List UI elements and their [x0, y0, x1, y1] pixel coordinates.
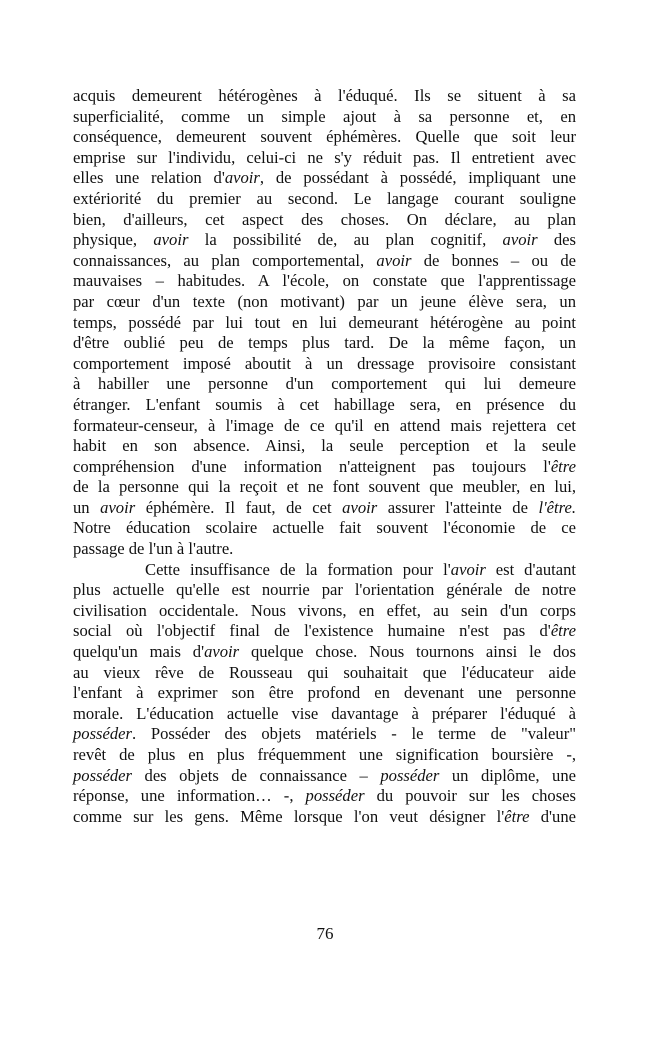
text-segment: morale. L'éducation actuelle vise davantage à préparer l'éduqué à — [73, 703, 576, 723]
text-line — [73, 704, 576, 725]
text-segment: quelqu'un mais d' — [73, 642, 205, 662]
text-line — [73, 724, 576, 745]
text-line — [73, 807, 576, 828]
italic-term: avoir — [376, 250, 412, 270]
text-segment: extériorité du premier au second. Le langage courant souligne — [73, 188, 576, 208]
text-line — [73, 374, 576, 395]
text-segment: Cette insuffisance de la formation pour l' — [145, 559, 451, 579]
text-segment: mauvaises – habitudes. A l'école, on constate que l'apprentissage — [73, 271, 576, 291]
text-segment: revêt de plus en plus fréquemment une signification boursière -, — [73, 745, 576, 764]
text-segment: l'enfant à exprimer son être profond en devenant une personne — [73, 683, 576, 703]
text-segment: connaissances, au plan comportemental, — [73, 250, 377, 270]
italic-term: posséder — [73, 724, 132, 744]
text-line — [73, 457, 576, 478]
italic-term: être — [550, 456, 576, 476]
text-segment: de bonnes – ou de — [411, 250, 577, 270]
text-line — [73, 292, 576, 313]
text-segment: Notre éducation scolaire actuelle fait souvent l'économie de ce — [73, 518, 576, 538]
text-line — [73, 271, 576, 292]
text-segment: passage de l'un à l'autre. — [73, 539, 234, 559]
text-segment: superficialité, comme un simple ajout à sa personne et, en — [73, 106, 576, 126]
text-line — [73, 354, 576, 375]
text-segment: elles une relation d' — [73, 168, 225, 188]
text-line — [73, 230, 576, 251]
text-line — [73, 189, 576, 210]
text-segment: comme sur les gens. Même lorsque l'on veut désigner l' — [73, 806, 505, 826]
text-segment: est d'autant — [485, 559, 577, 579]
text-line — [73, 766, 576, 787]
text-segment: civilisation occidentale. Nous vivons, en effet, au sein d'un corps — [73, 600, 576, 620]
text-line — [73, 333, 576, 354]
text-line — [73, 745, 576, 766]
text-segment: assurer l'atteinte de — [377, 497, 539, 517]
text-segment: plus actuelle qu'elle est nourrie par l'orientation générale de notre — [73, 580, 576, 600]
text-line — [73, 86, 576, 107]
text-segment: acquis demeurent hétérogènes à l'éduqué. Ils se situent à sa — [73, 86, 576, 105]
italic-term: avoir — [450, 559, 486, 579]
text-line — [73, 416, 576, 437]
text-line — [73, 518, 576, 539]
italic-term: être — [504, 806, 530, 826]
text-line — [73, 477, 576, 498]
text-segment: des — [537, 230, 576, 250]
text-line — [73, 683, 576, 704]
text-segment: comportement imposé aboutit à un dressage provisoire consistant — [73, 353, 576, 373]
text-line — [73, 107, 576, 128]
text-segment: étranger. L'enfant soumis à cet habillage sera, en présence du — [73, 394, 576, 414]
text-segment: de la personne qui la reçoit et ne font souvent que meubler, en lui, — [73, 477, 576, 497]
text-line — [73, 395, 576, 416]
body-text — [73, 86, 576, 827]
text-segment: . Posséder des objets matériels - le terme de "valeur" — [132, 724, 576, 744]
text-segment: compréhension d'une information n'atteignent pas toujours l' — [73, 456, 551, 476]
text-segment: la possibilité de, au plan cognitif, — [188, 230, 503, 250]
text-segment: d'une — [529, 806, 576, 826]
text-segment: des objets de connaissance – — [132, 765, 381, 785]
text-line — [73, 663, 576, 684]
text-segment: réponse, une information… -, — [73, 786, 306, 806]
text-line — [73, 539, 576, 560]
text-line — [73, 580, 576, 601]
text-segment: , de possédant à possédé, impliquant une — [259, 168, 576, 188]
text-segment: un diplôme, une — [439, 765, 576, 785]
text-line — [73, 642, 576, 663]
italic-term: avoir — [204, 642, 240, 662]
text-segment: formateur-censeur, à l'image de ce qu'il en attend mais rejettera cet — [73, 415, 576, 435]
text-line — [73, 436, 576, 457]
text-line — [73, 210, 576, 231]
italic-term: posséder — [305, 786, 365, 806]
text-segment: quelque chose. Nous tournons ainsi le dos — [239, 642, 576, 662]
text-line — [73, 127, 576, 148]
italic-term: posséder — [380, 765, 440, 785]
text-line — [73, 601, 576, 622]
italic-term: avoir — [224, 168, 260, 188]
text-segment: emprise sur l'individu, celui-ci ne s'y réduit pas. Il entretient avec — [73, 147, 576, 167]
text-segment: du pouvoir sur les choses — [364, 786, 576, 806]
text-line — [73, 148, 576, 169]
italic-term: être — [550, 621, 576, 641]
text-segment: bien, d'ailleurs, cet aspect des choses. On déclare, au plan — [73, 209, 576, 229]
italic-term: avoir — [342, 497, 378, 517]
text-segment: conséquence, demeurent souvent éphémères. Quelle que soit leur — [73, 127, 576, 147]
text-segment: physique, — [73, 230, 154, 250]
italic-term: avoir — [502, 230, 538, 250]
text-line — [73, 621, 576, 642]
text-line — [73, 251, 576, 272]
italic-term: avoir — [100, 497, 136, 517]
text-line — [73, 560, 576, 581]
text-segment: éphémère. Il faut, de cet — [135, 497, 343, 517]
text-segment: social où l'objectif final de l'existence humaine n'est pas d' — [73, 621, 551, 641]
text-segment: par cœur d'un texte (non motivant) par un jeune élève sera, un — [73, 291, 576, 311]
text-line — [73, 313, 576, 334]
text-segment: habit en son absence. Ainsi, la seule perception et la seule — [73, 436, 576, 456]
page-number: 76 — [316, 924, 334, 943]
italic-term: posséder — [73, 765, 132, 785]
italic-term: avoir — [153, 230, 189, 250]
text-line — [73, 786, 576, 807]
text-segment: d'être oublié peu de temps plus tard. De la même façon, un — [73, 333, 576, 353]
text-line — [73, 168, 576, 189]
text-segment: au vieux rêve de Rousseau qui souhaitait que l'éducateur aide — [73, 662, 576, 682]
text-segment: à habiller une personne d'un comportement qui lui demeure — [73, 374, 576, 394]
text-line — [73, 498, 576, 519]
italic-term: l'être. — [538, 497, 576, 517]
text-segment: un — [73, 497, 101, 517]
text-segment: temps, possédé par lui tout en lui demeurant hétérogène au point — [73, 312, 576, 332]
